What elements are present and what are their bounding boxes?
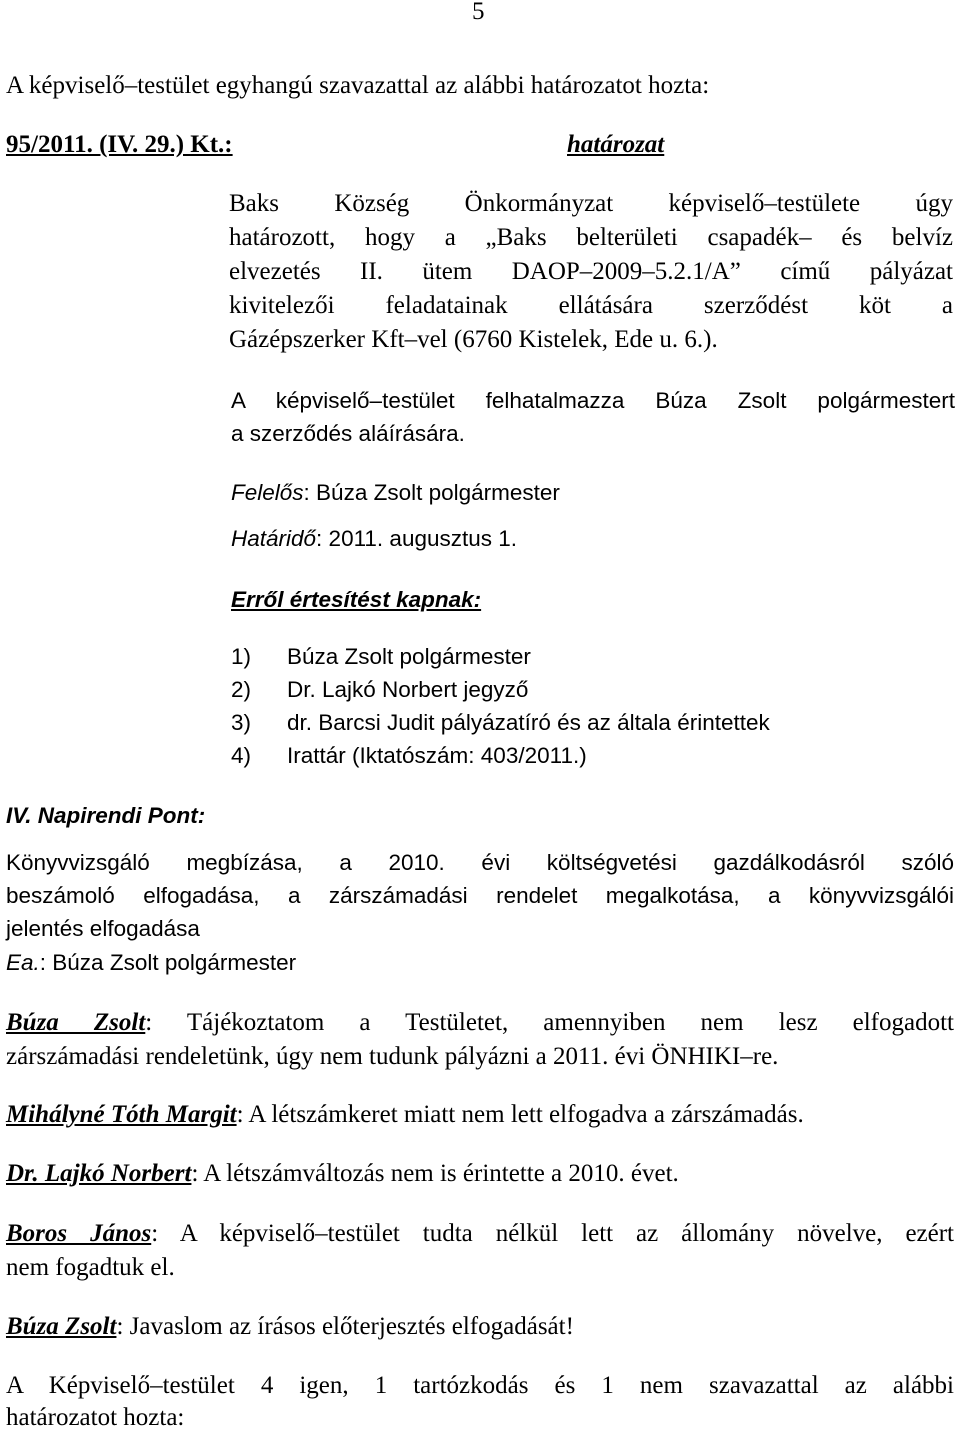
- resolution-body-line-4: kivitelezői feladatainak ellátására szerződést köt a: [229, 292, 953, 319]
- presenter-row: [6, 950, 296, 976]
- authorization-line-2: a szerződés aláírására.: [231, 421, 465, 446]
- resolution-body-line-5: Gázépszerker Kft–vel (6760 Kistelek, Ede u. 6.).: [229, 326, 718, 353]
- statement-text: : Javaslom az írásos előterjesztés elfogadását!: [116, 1313, 574, 1340]
- statement-line: [6, 1313, 574, 1341]
- resolution-number: 95/2011. (IV. 29.) Kt.:: [6, 131, 233, 158]
- notify-list-number: 1): [231, 644, 252, 669]
- speaker-name: Dr. Lajkó Norbert: [6, 1160, 192, 1187]
- speaker-name: Búza Zsolt: [6, 1009, 146, 1036]
- page-number: 5: [472, 0, 485, 25]
- statement-line: [6, 1160, 679, 1188]
- intro-text: A képviselő–testület egyhangú szavazattal az alábbi határozatot hozta:: [6, 72, 710, 99]
- presenter-value: : Búza Zsolt polgármester: [39, 950, 297, 975]
- responsible-label: Felelős: [231, 480, 304, 505]
- statement-text: : Tájékoztatom a Testületet, amennyiben nem lesz elfogadott: [145, 1009, 954, 1036]
- deadline-value: : 2011. augusztus 1.: [316, 526, 518, 551]
- notify-list-text: Búza Zsolt polgármester: [287, 644, 531, 669]
- statement-text: : A létszámváltozás nem is érintette a 2010. évet.: [191, 1160, 679, 1187]
- agenda-title-line-2: beszámoló elfogadása, a zárszámadási rendelet megalkotása, a könyvvizsgálói: [6, 883, 954, 908]
- resolution-label: határozat: [567, 131, 665, 158]
- notify-heading: Erről értesítést kapnak:: [231, 587, 482, 612]
- resolution-body-line-1: Baks Község Önkormányzat képviselő–testülete úgy: [229, 190, 953, 217]
- notify-list-text: Irattár (Iktatószám: 403/2011.): [287, 743, 587, 768]
- statement-line: zárszámadási rendeletünk, úgy nem tudunk pályázni a 2011. évi ÖNHIKI–re.: [6, 1043, 779, 1070]
- statement-text: : A képviselő–testület tudta nélkül lett az állomány növelve, ezért: [151, 1220, 955, 1247]
- speaker-name: Mihályné Tóth Margit: [6, 1101, 237, 1128]
- deadline-label: Határidő: [231, 526, 317, 551]
- notify-list-number: 2): [231, 677, 252, 702]
- agenda-heading: IV. Napirendi Pont:: [6, 803, 206, 828]
- authorization-line-1: A képviselő–testület felhatalmazza Búza Zsolt polgármestert: [231, 388, 955, 413]
- speaker-name: Boros János: [6, 1220, 152, 1247]
- speaker-name: Búza Zsolt: [6, 1313, 117, 1340]
- notify-list-item: [231, 743, 587, 769]
- resolution-body-line-3: elvezetés II. ütem DAOP–2009–5.2.1/A” című pályázat: [229, 258, 953, 285]
- statement-line: [6, 1101, 804, 1129]
- agenda-title-line-1: Könyvvizsgáló megbízása, a 2010. évi költségvetési gazdálkodásról szóló: [6, 850, 954, 875]
- notify-list-text: dr. Barcsi Judit pályázatíró és az általa érintettek: [287, 710, 770, 735]
- closing-line-1: A Képviselő–testület 4 igen, 1 tartózkodás és 1 nem szavazattal az alábbi: [6, 1372, 954, 1399]
- notify-list-item: [231, 710, 770, 736]
- notify-list-number: 4): [231, 743, 252, 768]
- deadline-row: [231, 526, 517, 552]
- resolution-body-line-2: határozott, hogy a „Baks belterületi csapadék– és belvíz: [229, 224, 953, 251]
- closing-line-2: határozatot hozta:: [6, 1404, 185, 1431]
- statement-line: [6, 1220, 954, 1248]
- presenter-label: Ea.: [6, 950, 40, 975]
- statement-line: nem fogadtuk el.: [6, 1254, 175, 1281]
- notify-list-number: 3): [231, 710, 252, 735]
- notify-list-item: [231, 644, 531, 670]
- responsible-value: : Búza Zsolt polgármester: [303, 480, 560, 505]
- agenda-title-line-3: jelentés elfogadása: [6, 916, 200, 941]
- statement-text: : A létszámkeret miatt nem lett elfogadva a zárszámadás.: [236, 1101, 804, 1128]
- notify-list-text: Dr. Lajkó Norbert jegyző: [287, 677, 529, 702]
- statement-line: [6, 1009, 954, 1037]
- responsible-row: [231, 480, 560, 506]
- notify-list-item: [231, 677, 528, 703]
